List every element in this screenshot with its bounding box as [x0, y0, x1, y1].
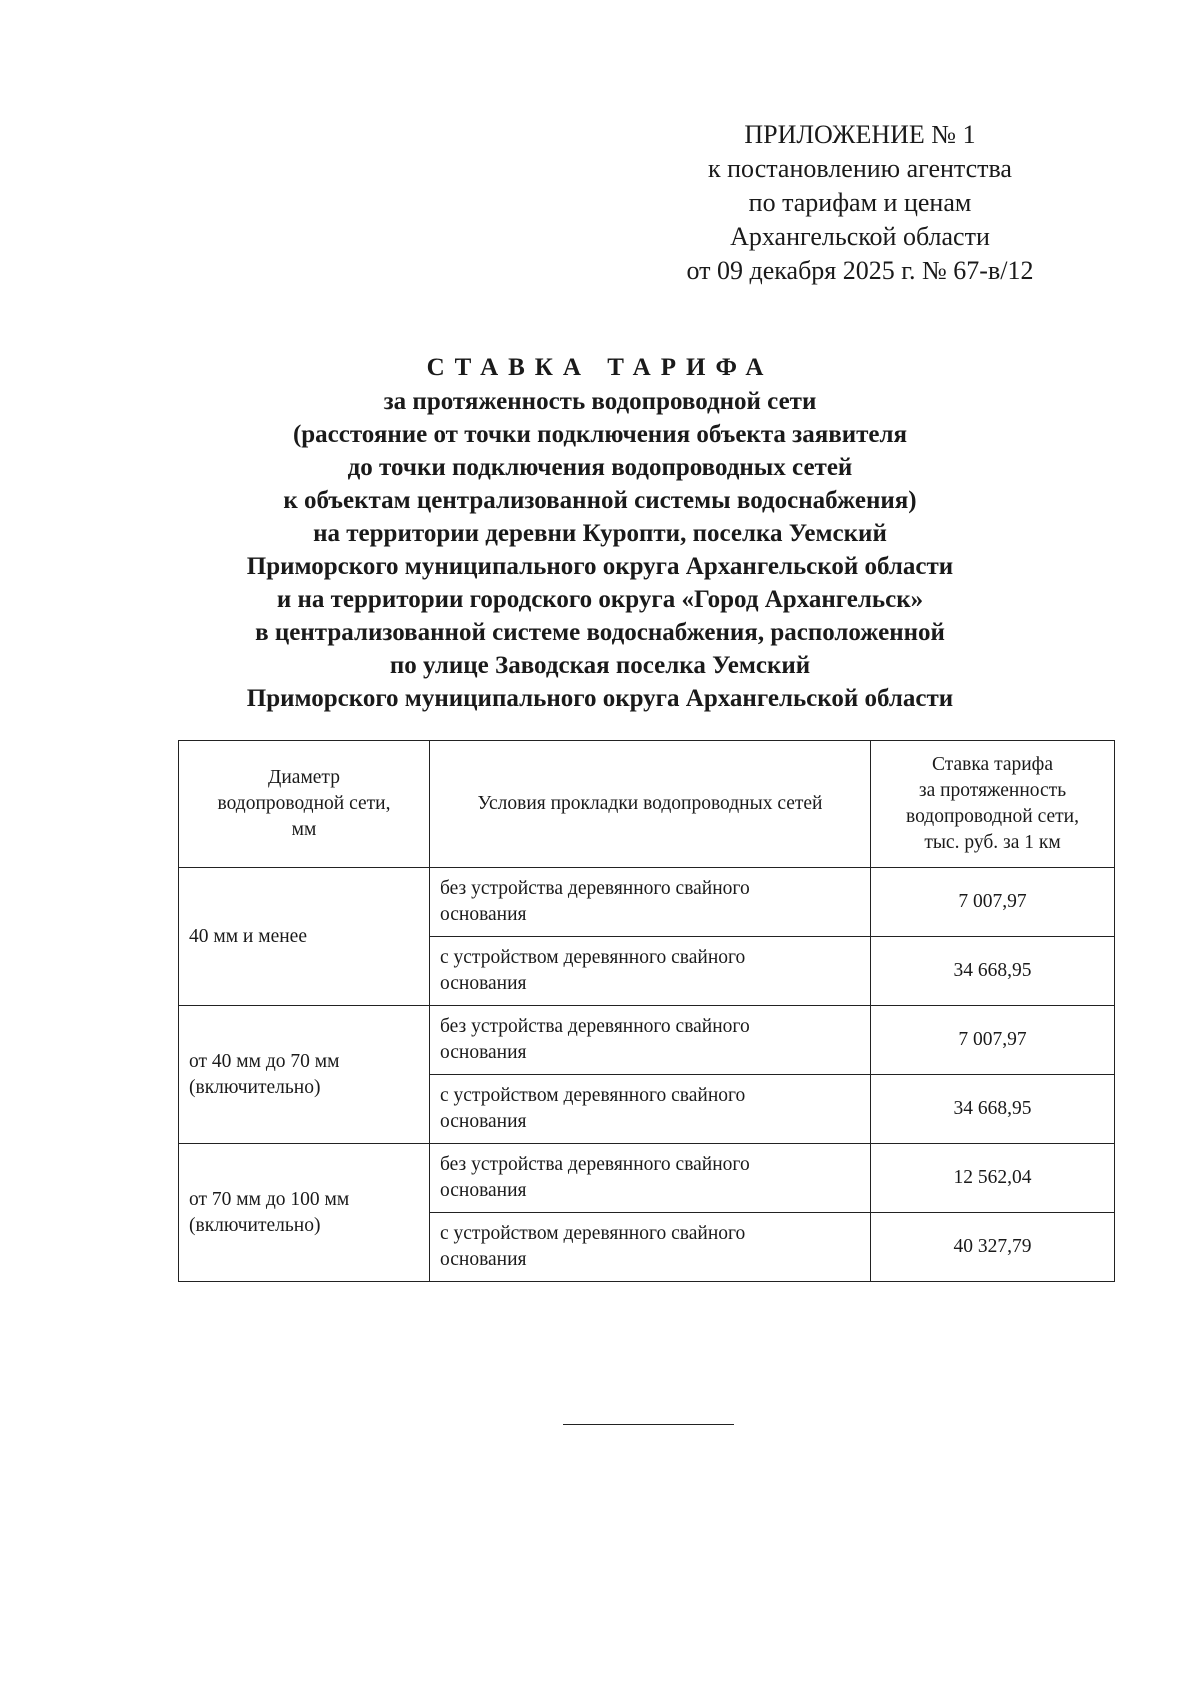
condition-cell: без устройства деревянного свайного основания — [430, 868, 871, 937]
title-line: до точки подключения водопроводных сетей — [347, 454, 853, 481]
title-line: на территории деревни Куропти, поселка Уемский — [313, 520, 887, 547]
rate-cell: 12 562,04 — [871, 1144, 1115, 1213]
title-main: СТАВКА ТАРИФА — [426, 354, 774, 381]
rate-cell: 34 668,95 — [871, 937, 1115, 1006]
title-line: к объектам централизованной системы водоснабжения) — [283, 487, 917, 514]
condition-cell: с устройством деревянного свайного основания — [430, 937, 871, 1006]
tariff-table — [178, 740, 1115, 1282]
table-row — [179, 868, 1115, 937]
diameter-cell: от 40 мм до 70 мм (включительно) — [179, 1006, 430, 1144]
title-line: в централизованной системе водоснабжения, расположенной — [255, 619, 945, 646]
header-conditions: Условия прокладки водопроводных сетей — [430, 741, 871, 868]
rate-cell: 34 668,95 — [871, 1075, 1115, 1144]
rate-cell: 7 007,97 — [871, 868, 1115, 937]
appendix-number: ПРИЛОЖЕНИЕ № 1 — [744, 120, 976, 149]
title-line: по улице Заводская поселка Уемский — [389, 652, 811, 679]
condition-cell: без устройства деревянного свайного основания — [430, 1006, 871, 1075]
rate-cell: 40 327,79 — [871, 1213, 1115, 1282]
condition-cell: с устройством деревянного свайного основания — [430, 1213, 871, 1282]
table-row — [179, 1144, 1115, 1213]
title-line: за протяженность водопроводной сети — [383, 388, 817, 415]
table-header-row — [179, 741, 1115, 868]
header-diameter: Диаметр водопроводной сети, мм — [179, 741, 430, 868]
title-line: Приморского муниципального округа Архангельской области — [246, 553, 954, 580]
closing-divider — [563, 1424, 734, 1425]
appendix-line: по тарифам и ценам — [748, 188, 972, 217]
title-line: и на территории городского округа «Город Архангельск» — [276, 586, 924, 613]
diameter-cell: от 70 мм до 100 мм (включительно) — [179, 1144, 430, 1282]
appendix-header — [660, 118, 1060, 288]
header-rate: Ставка тарифа за протяженность водопроводной сети, тыс. руб. за 1 км — [871, 741, 1115, 868]
appendix-line: к постановлению агентства — [708, 154, 1012, 183]
appendix-date-line: от 09 декабря 2025 г. № 67-в/12 — [686, 256, 1034, 285]
appendix-line: Архангельской области — [730, 222, 990, 251]
table-row — [179, 1006, 1115, 1075]
title-line: Приморского муниципального округа Архангельской области — [246, 685, 954, 712]
diameter-cell: 40 мм и менее — [179, 868, 430, 1006]
title-line: (расстояние от точки подключения объекта заявителя — [292, 421, 908, 448]
rate-cell: 7 007,97 — [871, 1006, 1115, 1075]
condition-cell: без устройства деревянного свайного основания — [430, 1144, 871, 1213]
condition-cell: с устройством деревянного свайного основания — [430, 1075, 871, 1144]
document-title — [150, 353, 1050, 715]
